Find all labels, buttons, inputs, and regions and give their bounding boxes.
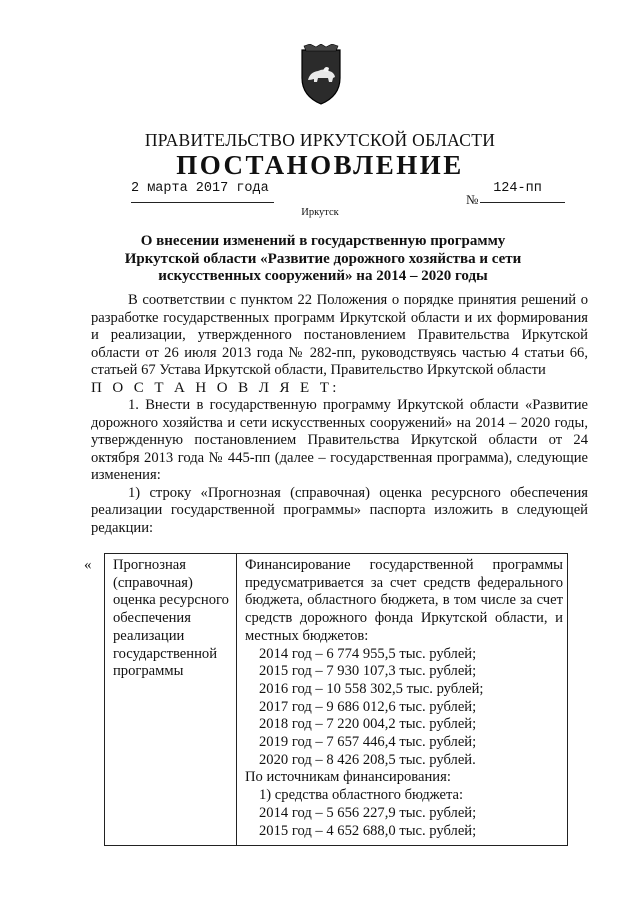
- regional-year-line: 2014 год – 5 656 227,9 тыс. рублей;: [259, 804, 477, 821]
- document-type-title: ПОСТАНОВЛЕНИЕ: [176, 150, 464, 180]
- resolves-heading: П О С Т А Н О В Л Я Е Т:: [91, 379, 340, 396]
- table-right-cell: [245, 557, 563, 840]
- government-title: ПРАВИТЕЛЬСТВО ИРКУТСКОЙ ОБЛАСТИ: [144, 130, 496, 150]
- funding-year-line: 2014 год – 6 774 955,5 тыс. рублей;: [259, 645, 477, 662]
- left-cell-line: Прогнозная: [113, 557, 186, 573]
- number-underline: [480, 202, 565, 203]
- coat-of-arms-emblem: [296, 44, 346, 106]
- passport-table: [104, 553, 568, 846]
- date-underline: [131, 202, 274, 203]
- funding-year-line: 2018 год – 7 220 004,2 тыс. рублей;: [259, 716, 477, 733]
- funding-year-line: 2015 год – 7 930 107,3 тыс. рублей;: [259, 663, 477, 680]
- left-cell-line: государственной: [113, 645, 218, 662]
- table-column-divider: [236, 554, 237, 845]
- opening-quote-mark: «: [84, 557, 92, 573]
- document-body: [91, 292, 588, 537]
- preamble-paragraph: В соответствии с пунктом 22 Положения о порядке принятия решений о разработке государственных программ Иркутской области и их формирования и реализации, утвержденного постановлением Правительства Иркутской области от 26 июля 2013 года № 282-пп, руководствуясь частью 4 статьи 66, статьей 67 Устава Иркутской области, Правительство Иркутской области: [91, 292, 588, 378]
- funding-intro: Финансирование государственной программы предусматривается за счет средств федерального бюджета, областного бюджета, в том числе за счет средств дорожного фонда Иркутской области, и местных бюджетов:: [245, 557, 563, 644]
- funding-year-line: 2020 год – 8 426 208,5 тыс. рублей.: [259, 751, 476, 768]
- left-cell-line: (справочная): [113, 574, 193, 591]
- left-cell-line: обеспечения: [113, 610, 191, 627]
- city-label: Иркутск: [301, 207, 339, 218]
- item-1-paragraph: 1. Внести в государственную программу Иркутской области «Развитие дорожного хозяйства и сети искусственных сооружений» на 2014 – 2020 годы, утвержденную постановлением Правительства Иркутской области от 24 октября 2013 года № 445-пп (далее – государственная программа), следующие изменения:: [91, 397, 588, 483]
- left-cell-line: оценка ресурсного: [113, 592, 229, 609]
- left-cell-line: программы: [113, 663, 184, 680]
- regional-year-line: 2015 год – 4 652 688,0 тыс. рублей;: [259, 822, 477, 839]
- regional-budget-label: 1) средства областного бюджета:: [259, 787, 464, 804]
- document-number: 124-пп: [493, 181, 542, 196]
- table-left-cell: [113, 557, 231, 681]
- funding-year-line: 2019 год – 7 657 446,4 тыс. рублей;: [259, 734, 477, 751]
- funding-sources-label: По источникам финансирования:: [245, 769, 451, 786]
- funding-year-line: 2017 год – 9 686 012,6 тыс. рублей;: [259, 698, 477, 715]
- document-subject: О внесении изменений в государственную программу Иркутской области «Развитие дорожного хозяйства и сети искусственных сооружений» на 2014 – 2020 годы: [124, 233, 522, 284]
- funding-year-line: 2016 год – 10 558 302,5 тыс. рублей;: [259, 680, 484, 697]
- number-sign: №: [466, 192, 479, 207]
- left-cell-line: реализации: [113, 627, 185, 644]
- item-1-1-paragraph: 1) строку «Прогнозная (справочная) оценка ресурсного обеспечения реализации государственной программы» паспорта изложить в следующей редакции:: [91, 484, 588, 536]
- document-date: 2 марта 2017 года: [131, 181, 269, 196]
